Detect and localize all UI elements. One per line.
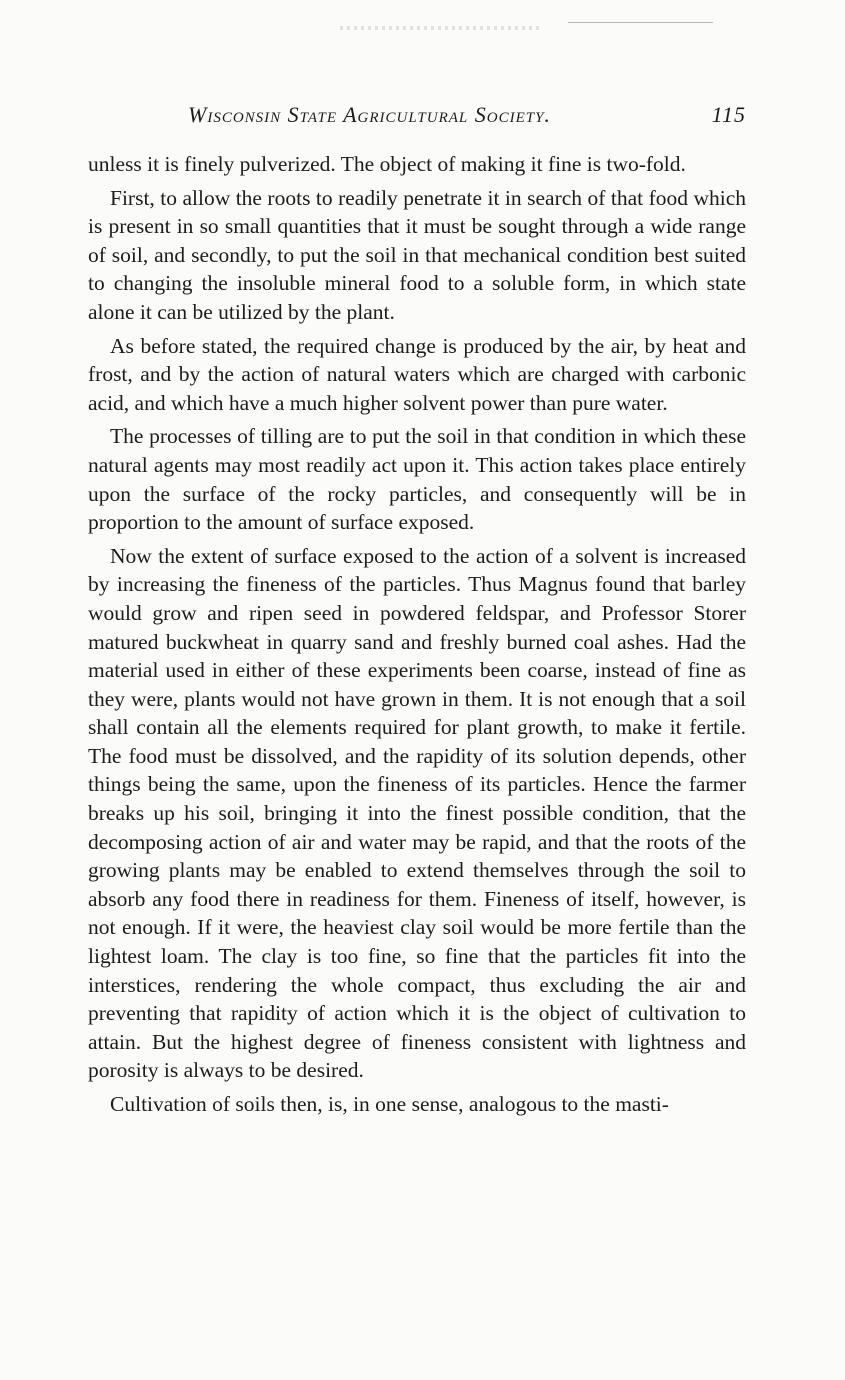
page-number: 115 (711, 102, 746, 127)
paragraph: unless it is finely pulverized. The object of making it fine is two-fold. (88, 152, 686, 176)
running-head (88, 102, 746, 134)
scan-artifact (340, 26, 540, 30)
paragraph: As before stated, the required change is produced by the air, by heat and frost, and by the action of natural waters which are charged with carbonic acid, and which have a much higher solvent power than pure water. (88, 333, 746, 415)
top-rule (568, 22, 713, 23)
paragraph: First, to allow the roots to readily penetrate it in search of that food which is present in so small quantities that it must be sought through a wide range of soil, and secondly, to put the soil in that mechanical condition best suited to changing the insoluble mineral food to a soluble form, in which state alone it can be utilized by the plant. (88, 185, 746, 324)
paragraph: Now the extent of surface exposed to the action of a solvent is increased by increasing the fineness of the particles. Thus Magnus found that barley would grow and ripen seed in powdered feldspar, and Professor Storer matured buckwheat in quarry sand and freshly burned coal ashes. Had the material used in either of these experiments been coarse, instead of fine as they were, plants would not have grown in them. It is not enough that a soil shall contain all the elements required for plant growth, to make it fertile. The food must be dissolved, and the rapidity of its solution depends, other things being the same, upon the fineness of its particles. Hence the farmer breaks up his soil, bringing it into the finest possible condition, that the decomposing action of air and water may be rapid, and that the roots of the growing plants may be enabled to extend themselves through the soil to absorb any food there in readiness for them. Fineness of itself, however, is not enough. If it were, the heaviest clay soil would be more fertile than the lightest loam. The clay is too fine, so fine that the particles fit into the interstices, rendering the whole compact, thus excluding the air and preventing that rapidity of action which it is the object of cultivation to attain. But the highest degree of fineness consistent with lightness and porosity is always to be desired. (88, 543, 746, 1083)
paragraph: The processes of tilling are to put the soil in that condition in which these natural agents may most readily act upon it. This action takes place entirely upon the surface of the rocky particles, and consequently will be in proportion to the amount of surface exposed. (88, 424, 746, 535)
paragraph: Cultivation of soils then, is, in one sense, analogous to the masti- (110, 1092, 669, 1116)
page-body (88, 150, 746, 1124)
running-title: Wisconsin State Agricultural Society. (188, 102, 551, 127)
